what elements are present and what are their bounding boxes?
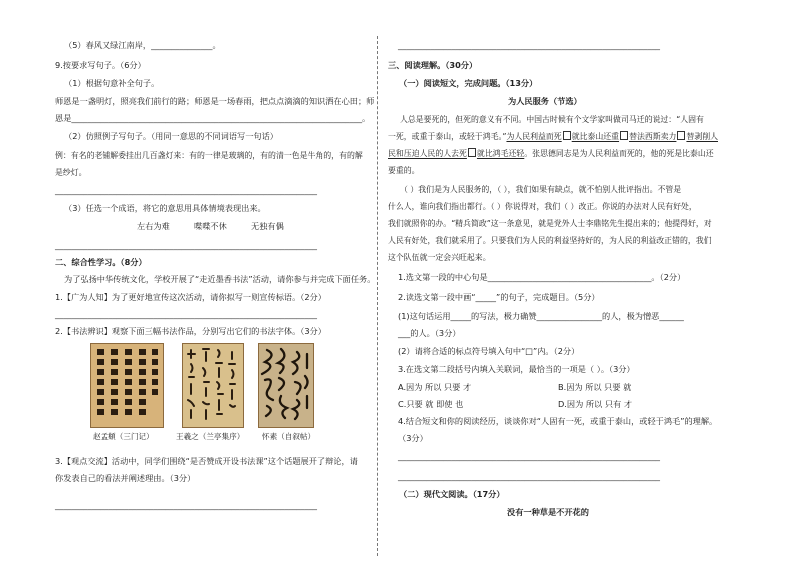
underlined-sentence: 就比泰山还重 <box>571 132 620 141</box>
reading-question-4: 4.结合短文和你的阅读经历，谈谈你对“人固有一死，或重于泰山，或轻于鸿毛”的理解。 <box>398 416 718 426</box>
idiom-1: 左右为难 <box>137 221 170 231</box>
underlined-sentence: 替法西斯卖力 <box>629 132 677 141</box>
question-9-1-prompt: （1）根据句意补全句子。 <box>64 78 160 88</box>
task-2-prompt: 2.【书法辨识】观察下面三幅书法作品，分别写出它们的书法字体。（3分） <box>55 326 326 336</box>
essay-para-2-line-5: 这个队伍就一定会兴旺起来。 <box>388 253 491 262</box>
subsection-2-heading: （二）现代文阅读。（17分） <box>399 489 505 499</box>
calligraphy-wang-xizhi-image <box>182 343 244 428</box>
section-2-heading: 二、综合性学习。（8分） <box>55 257 147 267</box>
section-3-heading: 三、阅读理解。（30分） <box>388 60 478 70</box>
caption-zhao-mengfu: 赵孟頫（三门记） <box>93 432 154 441</box>
task-3-prompt-end: 你发表自己的看法并阐述理由。（3分） <box>55 473 196 483</box>
task-3-answer-line[interactable]: ________________________________________________________________ <box>55 500 317 510</box>
essay-para-2-line-1: （ ）我们是为人民服务的，（ ），我们如果有缺点，就不怕别人批评指出。不管是 <box>400 185 682 194</box>
option-c[interactable]: C.只要 就 即使 也 <box>398 399 464 409</box>
reading-question-2-1[interactable]: (1)这句话运用_____的写法，极力确赞________________的人，极为憎恶______ <box>398 311 684 321</box>
essay-title: 为人民服务（节选） <box>508 96 582 106</box>
essay-2-title: 没有一种草是不开花的 <box>507 507 589 517</box>
question-4-answer-line-2[interactable]: ________________________________________________________________ <box>398 471 660 481</box>
question-9-2-example: 例：有名的老铺解委挂出几百盏灯来：有的一律是玻璃的，有的清一色是牛角的，有的解 <box>55 151 363 160</box>
underlined-sentence: 替剥削人 <box>686 132 718 141</box>
punctuation-box[interactable] <box>620 131 628 140</box>
punctuation-box[interactable] <box>468 148 476 157</box>
underlined-sentence: 就比鸿毛还轻 <box>476 149 525 158</box>
option-a[interactable]: A.因为 所以 只要 才 <box>398 382 472 392</box>
essay-text: 。张思德同志是为人民利益而死的，他的死是比泰山还 <box>524 149 714 158</box>
question-9-heading: 9.按要求写句子。（6分） <box>55 60 146 70</box>
question-9-2-prompt: （2）仿照例子写句子。（用同一意思的不同词语写一句话） <box>64 131 278 141</box>
reading-question-2-1-end[interactable]: ___的人。（3分） <box>398 328 461 338</box>
question-9-1-answer-line[interactable]: 恩是_______________________________________________________________________。 <box>55 113 371 123</box>
essay-para-1-line-1: 人总是要死的，但死的意义有不同。中国古时候有个文学家叫做司马迁的说过：“人固有 <box>400 115 704 124</box>
essay-para-1-line-2 <box>388 131 718 142</box>
punctuation-box[interactable] <box>677 131 685 140</box>
essay-para-1-line-3 <box>388 148 714 159</box>
task-1-prompt: 1.【广为人知】为了更好地宣传这次活动，请你拟写一则宣传标语。（2分） <box>55 292 326 302</box>
question-4-answer-line-1[interactable]: ________________________________________________________________ <box>398 451 660 461</box>
idiom-3: 无独有偶 <box>251 221 284 231</box>
reading-question-4-score: （3分） <box>398 433 428 443</box>
right-top-answer-line[interactable]: ________________________________________________________________ <box>398 40 660 50</box>
idiom-2: 喋喋不休 <box>194 221 227 231</box>
punctuation-box[interactable] <box>563 131 571 140</box>
caption-wang-xizhi: 王羲之（兰亭集序） <box>176 432 245 441</box>
task-3-prompt: 3.【观点交流】活动中，同学们围绕“是否赞成开设书法课”这个话题展开了辩论，请 <box>55 456 358 466</box>
essay-text: 一死，或重于泰山，或轻于鸿毛。” <box>388 132 507 141</box>
question-9-2-example-end: 是纱灯。 <box>55 168 87 177</box>
reading-question-1[interactable]: 1.选文第一段的中心句是________________________________________。（2分） <box>398 272 686 282</box>
task-1-answer-line[interactable]: ________________________________________________________________ <box>55 309 317 319</box>
reading-question-2-2: (2）请将合适的标点符号填入句中“□”内。（2分） <box>398 346 580 356</box>
calligraphy-zhao-mengfu-image <box>90 343 164 428</box>
essay-para-1-line-4: 要重的。 <box>388 166 420 175</box>
calligraphy-huai-su-image <box>258 343 314 428</box>
caption-huai-su: 怀素（自叙帖） <box>262 432 316 441</box>
essay-para-2-line-3: 我们就照你的办。“精兵简政”这一条意见，就是党外人士李鼎铭先生提出来的；他提得好，对 <box>388 219 712 228</box>
question-9-3-answer-line[interactable]: ________________________________________________________________ <box>55 240 317 250</box>
column-divider <box>377 36 378 556</box>
question-9-1-text: 师恩是一盏明灯，照亮我们前行的路；师恩是一场春雨，把点点滴滴的知识洒在心田；师 <box>55 96 375 106</box>
reading-question-3: 3.在选文第二段括号内填入关联词，最恰当的一项是（ ）。（3分） <box>398 364 635 374</box>
question-5-poem-line: （5）春风又绿江南岸，_______________。 <box>64 40 221 50</box>
option-b[interactable]: B.因为 所以 只要 就 <box>558 382 632 392</box>
section-2-intro: 为了弘扬中华传统文化，学校开展了“走近墨香书法”活动，请你参与并完成下面任务。 <box>64 274 376 284</box>
essay-para-2-line-2: 什么人，谁向我们指出都行。（ ）你说得对，我们（ ）改正。你说的办法对人民有好处， <box>388 202 697 211</box>
reading-question-2: 2.读选文第一段中画“_____”的句子，完成题目。（5分） <box>398 292 600 302</box>
question-9-2-answer-line[interactable]: ________________________________________________________________ <box>55 185 317 195</box>
subsection-1-heading: （一）阅读短文，完成问题。（13分） <box>399 78 538 88</box>
underlined-sentence: 民和压迫人民的人去死 <box>388 149 467 158</box>
question-9-3-prompt: （3）任选一个成语，将它的意思用具体情境表现出来。 <box>64 203 266 213</box>
underlined-sentence: 为人民利益而死 <box>506 132 562 141</box>
option-d[interactable]: D.因为 所以 只有 才 <box>558 399 633 409</box>
essay-para-2-line-4: 人民有好处，我们就采用了。只要我们为人民的利益坚持好的，为人民的利益改正错的，我们 <box>388 236 712 245</box>
